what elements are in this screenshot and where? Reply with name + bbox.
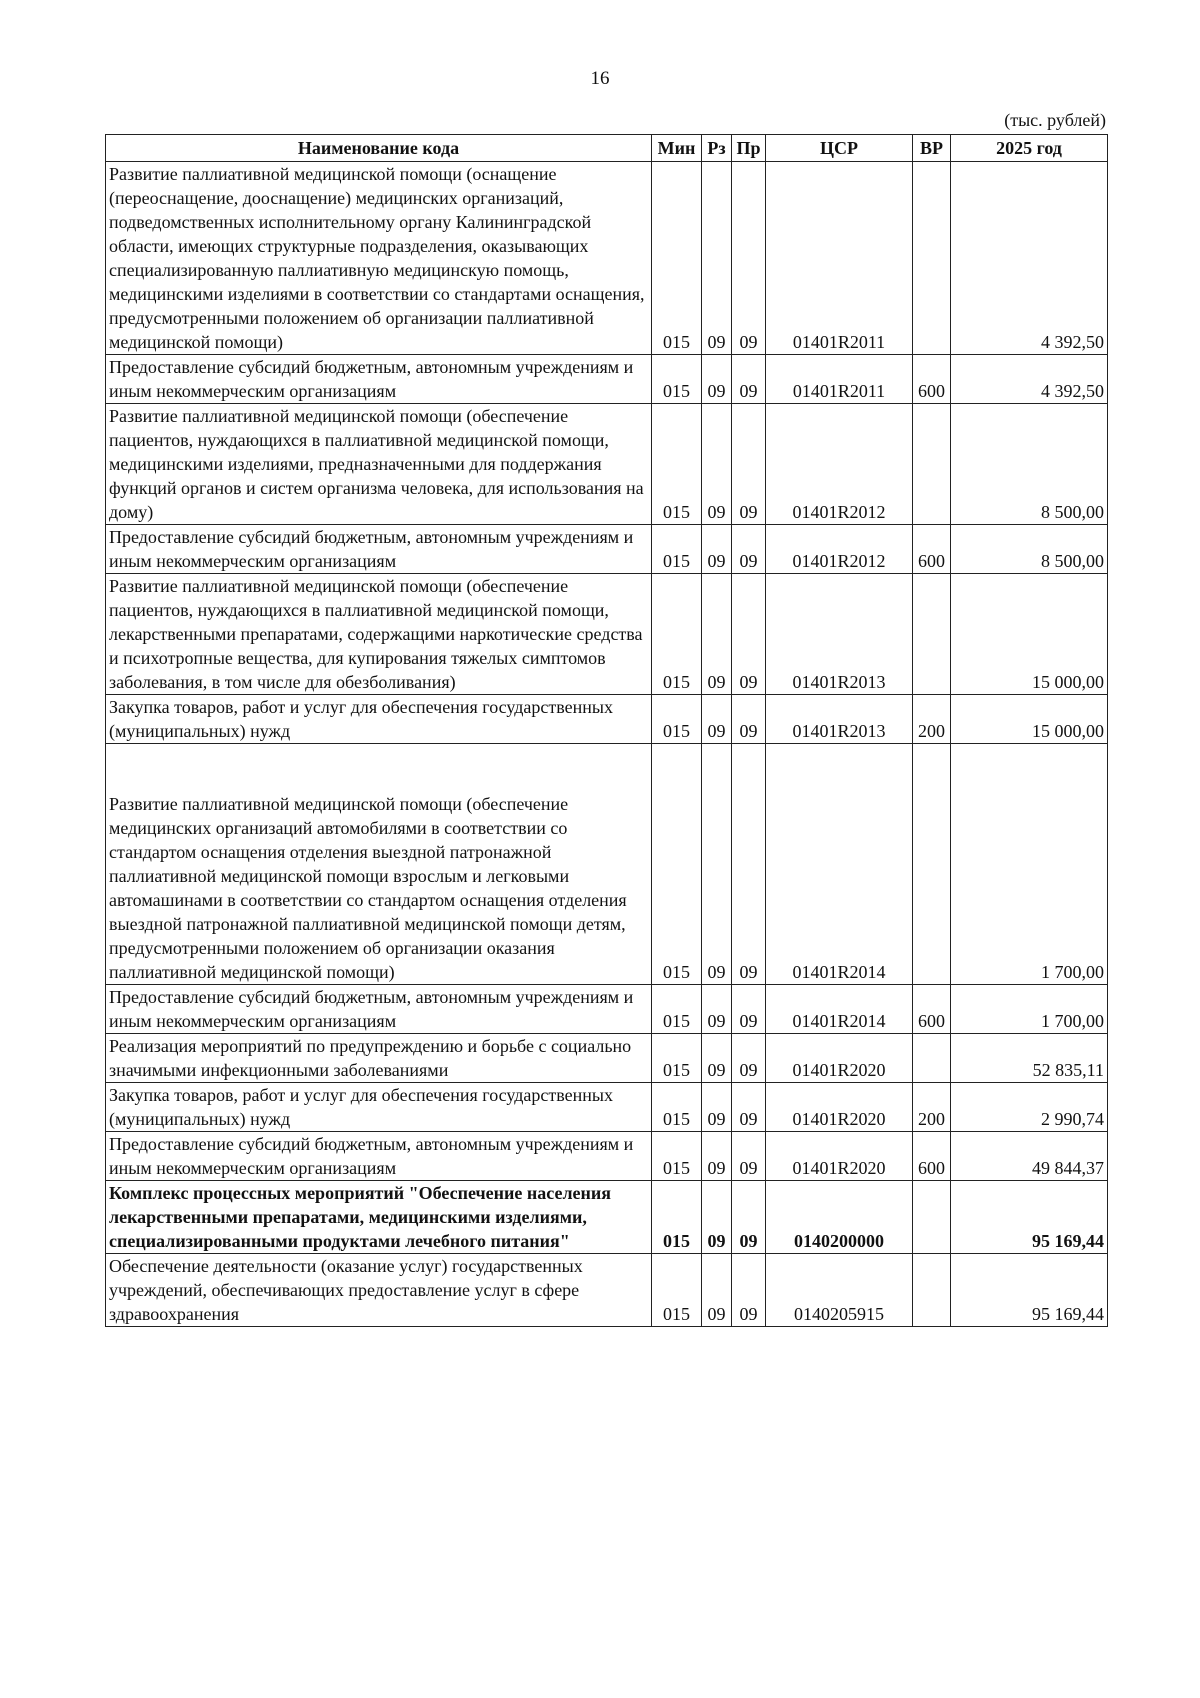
row-pr: 09 <box>732 695 766 744</box>
row-min: 015 <box>652 695 702 744</box>
row-min: 015 <box>652 1034 702 1083</box>
row-rz: 09 <box>702 1181 732 1254</box>
row-min: 015 <box>652 574 702 695</box>
row-amount: 95 169,44 <box>951 1254 1108 1327</box>
row-csr: 01401R2012 <box>766 525 913 574</box>
header-vr: ВР <box>913 135 951 162</box>
header-year: 2025 год <box>951 135 1108 162</box>
row-name: Развитие паллиативной медицинской помощи (обеспечение медицинских организаций автомобилями в соответствии со стандартом оснащения отделения выездной патронажной паллиативной медицинской помощи взрослым и легковыми автомашинами в соответствии со стандартом оснащения отделения выездной патронажной паллиативной медицинской помощи детям, предусмотренными положением об организации оказания паллиативной медицинской помощи) <box>106 744 652 985</box>
table-row <box>106 162 1108 355</box>
row-rz: 09 <box>702 404 732 525</box>
row-amount: 1 700,00 <box>951 744 1108 985</box>
header-pr: Пр <box>732 135 766 162</box>
row-csr: 01401R2020 <box>766 1034 913 1083</box>
row-csr: 01401R2013 <box>766 695 913 744</box>
header-csr: ЦСР <box>766 135 913 162</box>
row-name: Развитие паллиативной медицинской помощи (обеспечение пациентов, нуждающихся в паллиативной медицинской помощи, лекарственными препаратами, содержащими наркотические средства и психотропные вещества, для купирования тяжелых симптомов заболевания, в том числе для обезболивания) <box>106 574 652 695</box>
row-vr: 600 <box>913 525 951 574</box>
row-vr <box>913 744 951 985</box>
row-min: 015 <box>652 1083 702 1132</box>
row-rz: 09 <box>702 1083 732 1132</box>
row-rz: 09 <box>702 1254 732 1327</box>
row-amount: 1 700,00 <box>951 985 1108 1034</box>
row-min: 015 <box>652 744 702 985</box>
row-rz: 09 <box>702 1034 732 1083</box>
row-amount: 4 392,50 <box>951 162 1108 355</box>
row-name: Закупка товаров, работ и услуг для обеспечения государственных (муниципальных) нужд <box>106 695 652 744</box>
row-name: Развитие паллиативной медицинской помощи (оснащение (переоснащение, дооснащение) медицинских организаций, подведомственных исполнительному органу Калининградской области, имеющих структурные подразделения, оказывающих специализированную паллиативную медицинскую помощь, медицинскими изделиями в соответствии со стандартами оснащения, предусмотренными положением об организации паллиативной медицинской помощи) <box>106 162 652 355</box>
row-pr: 09 <box>732 404 766 525</box>
row-pr: 09 <box>732 985 766 1034</box>
row-pr: 09 <box>732 1034 766 1083</box>
row-csr: 01401R2011 <box>766 355 913 404</box>
row-pr: 09 <box>732 1181 766 1254</box>
row-vr <box>913 1034 951 1083</box>
header-name: Наименование кода <box>106 135 652 162</box>
row-rz: 09 <box>702 744 732 985</box>
table-row <box>106 574 1108 695</box>
table-row <box>106 355 1108 404</box>
row-name: Предоставление субсидий бюджетным, автономным учреждениям и иным некоммерческим организациям <box>106 355 652 404</box>
row-min: 015 <box>652 404 702 525</box>
row-name: Предоставление субсидий бюджетным, автономным учреждениям и иным некоммерческим организациям <box>106 1132 652 1181</box>
row-rz: 09 <box>702 1132 732 1181</box>
row-vr <box>913 162 951 355</box>
table-row <box>106 1181 1108 1254</box>
row-name: Обеспечение деятельности (оказание услуг) государственных учреждений, обеспечивающих предоставление услуг в сфере здравоохранения <box>106 1254 652 1327</box>
page-number: 16 <box>590 68 610 89</box>
row-min: 015 <box>652 162 702 355</box>
row-amount: 2 990,74 <box>951 1083 1108 1132</box>
row-amount: 52 835,11 <box>951 1034 1108 1083</box>
units-label: (тыс. рублей) <box>1004 110 1106 130</box>
row-csr: 01401R2011 <box>766 162 913 355</box>
row-pr: 09 <box>732 744 766 985</box>
row-pr: 09 <box>732 162 766 355</box>
row-csr: 0140205915 <box>766 1254 913 1327</box>
table-row <box>106 1034 1108 1083</box>
budget-table <box>105 134 1108 1327</box>
row-vr: 600 <box>913 985 951 1034</box>
row-pr: 09 <box>732 1132 766 1181</box>
row-csr: 01401R2012 <box>766 404 913 525</box>
row-min: 015 <box>652 1181 702 1254</box>
row-vr: 600 <box>913 1132 951 1181</box>
row-vr <box>913 1181 951 1254</box>
row-csr: 01401R2020 <box>766 1132 913 1181</box>
row-amount: 15 000,00 <box>951 574 1108 695</box>
row-amount: 8 500,00 <box>951 525 1108 574</box>
row-csr: 01401R2020 <box>766 1083 913 1132</box>
row-vr <box>913 574 951 695</box>
table-row <box>106 744 1108 985</box>
row-amount: 49 844,37 <box>951 1132 1108 1181</box>
row-name: Комплекс процессных мероприятий "Обеспечение населения лекарственными препаратами, медицинскими изделиями, специализированными продуктами лечебного питания" <box>106 1181 652 1254</box>
row-rz: 09 <box>702 355 732 404</box>
table-row <box>106 525 1108 574</box>
row-pr: 09 <box>732 1254 766 1327</box>
row-rz: 09 <box>702 525 732 574</box>
table-row <box>106 695 1108 744</box>
row-rz: 09 <box>702 695 732 744</box>
row-pr: 09 <box>732 574 766 695</box>
row-pr: 09 <box>732 1083 766 1132</box>
row-rz: 09 <box>702 985 732 1034</box>
table-row <box>106 1132 1108 1181</box>
row-csr: 0140200000 <box>766 1181 913 1254</box>
row-pr: 09 <box>732 525 766 574</box>
row-vr <box>913 404 951 525</box>
row-min: 015 <box>652 355 702 404</box>
row-min: 015 <box>652 985 702 1034</box>
row-vr: 600 <box>913 355 951 404</box>
row-min: 015 <box>652 525 702 574</box>
row-pr: 09 <box>732 355 766 404</box>
row-min: 015 <box>652 1132 702 1181</box>
row-rz: 09 <box>702 162 732 355</box>
row-amount: 4 392,50 <box>951 355 1108 404</box>
header-rz: Рз <box>702 135 732 162</box>
row-vr: 200 <box>913 1083 951 1132</box>
table-row <box>106 985 1108 1034</box>
row-amount: 15 000,00 <box>951 695 1108 744</box>
row-csr: 01401R2013 <box>766 574 913 695</box>
table-row <box>106 1083 1108 1132</box>
row-name: Предоставление субсидий бюджетным, автономным учреждениям и иным некоммерческим организациям <box>106 985 652 1034</box>
row-name: Предоставление субсидий бюджетным, автономным учреждениям и иным некоммерческим организациям <box>106 525 652 574</box>
row-rz: 09 <box>702 574 732 695</box>
table-row <box>106 404 1108 525</box>
row-vr: 200 <box>913 695 951 744</box>
row-name: Развитие паллиативной медицинской помощи (обеспечение пациентов, нуждающихся в паллиативной медицинской помощи, медицинскими изделиями, предназначенными для поддержания функций органов и систем организма человека, для использования на дому) <box>106 404 652 525</box>
row-amount: 95 169,44 <box>951 1181 1108 1254</box>
row-name: Реализация мероприятий по предупреждению и борьбе с социально значимыми инфекционными заболеваниями <box>106 1034 652 1083</box>
row-csr: 01401R2014 <box>766 744 913 985</box>
row-name: Закупка товаров, работ и услуг для обеспечения государственных (муниципальных) нужд <box>106 1083 652 1132</box>
row-amount: 8 500,00 <box>951 404 1108 525</box>
header-row <box>106 135 1108 162</box>
table-row <box>106 1254 1108 1327</box>
header-min: Мин <box>652 135 702 162</box>
row-csr: 01401R2014 <box>766 985 913 1034</box>
row-min: 015 <box>652 1254 702 1327</box>
row-vr <box>913 1254 951 1327</box>
